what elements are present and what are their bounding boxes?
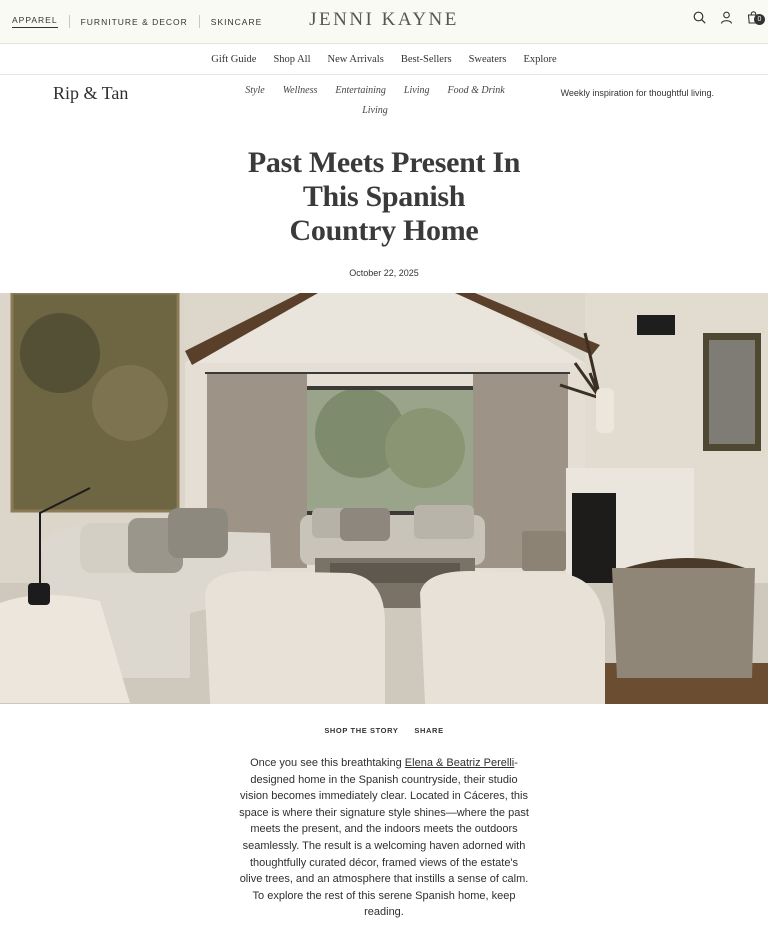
- subnav-sweaters[interactable]: Sweaters: [468, 53, 507, 65]
- headline-line-2: This Spanish: [302, 180, 466, 213]
- shop-the-story-button[interactable]: SHOP THE STORY: [324, 726, 399, 735]
- blog-tagline: Weekly inspiration for thoughtful living.: [560, 88, 714, 98]
- nav-furniture-decor[interactable]: FURNITURE & DECOR: [80, 16, 188, 27]
- cart-count-badge: 0: [754, 14, 765, 25]
- subnav-new-arrivals[interactable]: New Arrivals: [327, 53, 384, 65]
- share-button[interactable]: SHARE: [414, 726, 444, 735]
- hero-image: [0, 293, 768, 704]
- category-food-drink[interactable]: Food & Drink: [447, 85, 505, 96]
- intro-text-end: -designed home in the Spanish countryside, their studio vision becomes immediately clear. Located in Cáceres, this space is where their signature style shines—where the past meets the present, and the indoors meets the outdoors seamlessly. The result is a welcoming haven adorned with thoughtfully curated décor, framed views of the estate's olive trees, and an atmosphere that instills a sense of calm. To explore the rest of this serene Spanish home, keep reading.: [239, 757, 529, 919]
- subnav-shop-all[interactable]: Shop All: [273, 53, 311, 65]
- category-living[interactable]: Living: [403, 85, 430, 96]
- article-intro: [238, 755, 530, 921]
- nav-skincare[interactable]: SKINCARE: [210, 16, 263, 27]
- category-wellness[interactable]: Wellness: [282, 85, 318, 96]
- subnav-explore[interactable]: Explore: [523, 53, 557, 65]
- cart-icon[interactable]: [747, 11, 760, 24]
- article-actions: [0, 726, 768, 735]
- category-style[interactable]: Style: [245, 85, 265, 96]
- nav-apparel[interactable]: APPAREL: [12, 15, 58, 28]
- secondary-nav: [0, 44, 768, 75]
- account-icon[interactable]: [720, 11, 733, 24]
- article-date: October 22, 2025: [349, 268, 419, 278]
- category-entertaining[interactable]: Entertaining: [335, 85, 386, 96]
- designer-link[interactable]: Elena & Beatriz Perelli: [404, 757, 515, 769]
- intro-text-start: Once you see this breathtaking: [250, 757, 405, 769]
- blog-title[interactable]: Rip & Tan: [53, 83, 129, 103]
- search-icon[interactable]: [693, 11, 706, 24]
- category-living-2[interactable]: Living: [362, 105, 388, 116]
- top-header: [0, 0, 768, 44]
- headline-line-3: Country Home: [289, 214, 479, 247]
- brand-logo[interactable]: JENNI KAYNE: [309, 9, 459, 30]
- article-headline: [184, 146, 584, 248]
- subnav-best-sellers[interactable]: Best-Sellers: [400, 53, 452, 65]
- header-icons: [693, 11, 760, 24]
- headline-line-1: Past Meets Present In: [247, 146, 521, 179]
- blog-categories: [225, 85, 525, 116]
- subnav-gift-guide[interactable]: Gift Guide: [211, 53, 257, 65]
